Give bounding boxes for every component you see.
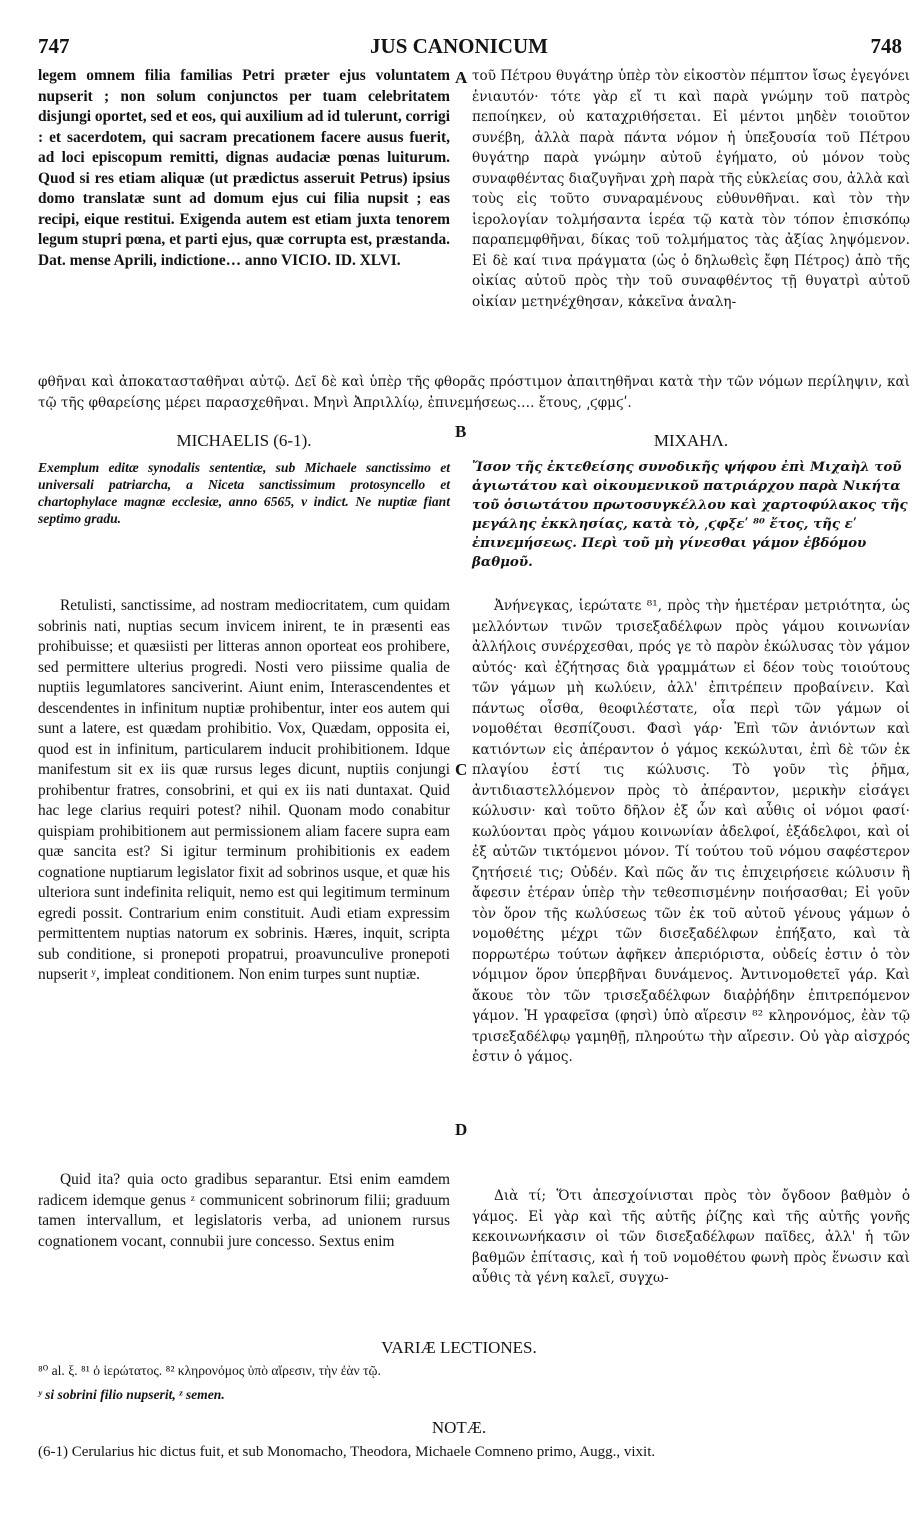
notae-text: (6-1) Cerularius hic dictus fuit, et sub Monomacho, Theodora, Michaele Comneno primo, Augg., vixit. [38,1444,656,1460]
notae-title: NOTÆ. [431,1418,487,1437]
latin-body-paragraph-2: Quid ita? quia octo gradibus separantur. Etsi enim eamdem radicem idemque genus ᶻ communicent sobrinorum filii; graduum tamen intervallum, et legislatoris verba, ad unionem rursus cognationem vocant, connubii jure concesso. Sextus enim [38,1171,450,1250]
variae-lectiones-greek: ⁸⁰ al. ξ. ⁸¹ ὁ ἱερώτατος. ⁸² κληρονόμος ὑπὸ αἵρεσιν, τὴν ἐὰν τῷ. [38,1363,381,1378]
latin-column-top: legem omnem filia familias Petri præter ejus voluntatem nupserit ; non solum conjunctos per tuam celebritatem disjungi oportet, sed et eos, qui auxilium ad id tulerunt, corrigi : et sacerdotem, qui sacram precationem facere ausus fuerit, ad loci episcopum remitti, dignas audaciæ pœnas luiturum. Quod si res etiam aliquæ (ut prædictus asseruit Petrus) ipsius domo translatæ sunt ad domum ejus cui filia nupsit ; eas recipi, eique restitui. Exigenda autem est etiam juxta tenorem legum stupri pœna, et parti ejus, quæ corrupta est, præstanda. Dat. mense Aprili, indictione… anno VICIO. ID. XLVI. [38,67,450,269]
latin-section-title: MICHAELIS (6-1). [176,431,312,450]
running-title: JUS CANONICUM [370,34,548,58]
greek-body-paragraph-2: Διὰ τί; Ὅτι ἀπεσχοίνισται πρὸς τὸν ὄγδοον βαθμὸν ὁ γάμος. Εἰ γὰρ καὶ τῆς αὐτῆς ῥίζης καὶ τῆς αὐτῆς γονῆς κεκοινωνήκασιν οἱ τῶν δισεξαδέλφων παῖδες, ἀλλ' ἡ τῶν βαθμῶν ἐπίτασις, καὶ ἡ τοῦ νομοθέτου φωνὴ πρὸς ἕνωσιν καὶ αὖθις τὰ γένη καλεῖ, συγχω- [472,1188,910,1286]
latin-section-summary: Exemplum editæ synodalis sententiæ, sub Michaele sanctissimo et universali patriarcha, a Niceta sanctissimum protosyncello et chartophylace magnæ ecclesiæ, anno 6565, v indict. Ne nuptiæ fiant septimo gradu. [38,460,450,526]
page-number-left: 747 [38,34,70,58]
greek-section-summary: Ἴσον τῆς ἐκτεθείσης συνοδικῆς ψήφου ἐπὶ Μιχαὴλ τοῦ ἁγιωτάτου καὶ οἰκουμενικοῦ πατριάρχου παρὰ Νικήτα τοῦ ὁσιωτάτου πρωτοσυγκέλλου καὶ χαρτοφύλακος τῆς μεγάλης ἐκκλησίας, κατὰ τὸ, ͵ϛφξεʹ ⁸⁰ ἔτος, τῆς εʹ ἐπινεμήσεως. Περὶ τοῦ μὴ γίνεσθαι γάμον ἑβδόμου βαθμοῦ. [472,459,908,570]
greek-section-title: ΜΙΧΑΗΛ. [653,431,729,450]
variae-lectiones-latin: ʸ si sobrini filio nupserit, ᶻ semen. [38,1387,225,1402]
margin-letter-a: A [455,68,468,87]
variae-lectiones-title: VARIÆ LECTIONES. [381,1338,537,1357]
margin-letter-d: D [455,1120,468,1139]
greek-column-top: τοῦ Πέτρου θυγάτηρ ὑπὲρ τὸν εἰκοστὸν πέμπτον ἴσως ἐγεγόνει ἐνιαυτόν· τότε γὰρ εἴ τι καὶ παρὰ γνώμην τοῦ πατρὸς πεποίηκεν, οὐ καταχριθήσεται. Εἰ μέντοι μηδὲν τοιοῦτον συνέβη, ἀλλὰ παρὰ πάντα νόμον ἡ ὑπεξουσία τοῦ Πέτρου θυγάτηρ παρὰ γνώμην αὐτοῦ ἐγήματο, οὐ μόνον τοὺς συναφθέντας διαζυγῆναι χρὴ παρὰ τῆς εὐκλείας σου, ἀλλὰ καὶ τοὺς εἰς τοῦτο συναραμένους εὐθυνθῆναι. καὶ τὸν τὴν ἱερολογίαν τολμήσαντα ἱερέα τῷ κατὰ τὸν τόπον ἐπισκόπῳ παραπεμφθῆναι, δίκας τοῦ τολμήματος τὰς ἀξίας ληψόμενον. Εἰ δὲ καί τινα πράγματα (ὡς ὁ δηλωθεὶς ἔφη Πέτρος) ἀπὸ τῆς οἰκίας αὐτοῦ πρὸς τὴν τοῦ συναφθέντος τῇ θυγατρὶ αὐτοῦ οἰκίαν μετηνέχθησαν, κἀκεῖνα ἀναλη- [472,68,910,310]
page-number-right: 748 [870,34,902,58]
margin-letter-c: C [455,760,468,779]
latin-body-paragraph-1: Retulisti, sanctissime, ad nostram mediocritatem, cum quidam sobrinis nati, nuptias secum invicem inirent, te in præsenti eas prohibuisse; et quæsiisti per litteras annon oporteat eos prohibere, sed permittere ulterius progredi. Nosti vero piissime qualia de nuptiis legumlatores sanciverint. Aiunt enim, Interascendentes et descendentes in infinitum nuptiæ prohibentur, inter eos autem qui sunt a latere, est quædam prohibitio. Vox, Quædam, opposita ei, quod est in infinitum, particularem inducit prohibitionem. Idque manifestum sit ex iis quæ rursus leges dicunt, nuptiis conjungi prohibentur fratres, consobrini, et qui ex iis nati duntaxat. Quid hac lege clarius requiri potest? nihil. Quonam modo conabitur quispiam prohibitionem aut permissionem aliam facere supra eam quæ sancita est? Si igitur terminum prohibitionis ex eadem cognatione nuptiarum legislator fixit ad sobrinos usque, et quæ his ulteriora sunt indefinita reliquit, nemo est qui legitimum terminum egredi possit. Contrarium enim constituit. Audi etiam expressim permittentem nuptias natorum ex sobrinis. Hæres, inquit, scripta sub conditione, si pronepoti propatrui, proavunculive pronepoti nupserit ʸ, impleat conditionem. Non enim turpes sunt nuptiæ. [38,597,450,983]
greek-body-paragraph-1: Ἀνήνεγκας, ἱερώτατε ⁸¹, πρὸς τὴν ἡμετέραν μετριότητα, ὡς μελλόντων τινῶν τρισεξαδέλφων πρὸς γάμου κοινωνίαν ἀλλήλοις συνέρχεσθαι, πρός γε τὸ παρὸν ἐκώλυσας τὸν γάμον αὐτός· καὶ ἐζήτησας διὰ γραμμάτων εἰ δέον τοὺς τοιούτους τῶν γάμων μὴ κωλύειν, ἀλλ' ἐπιτρέπειν προβαίνειν. Καὶ πάντως οἶσθα, θεοφιλέστατε, οἷα περὶ τῶν γάμων οἱ νομοθέται θεσπίζουσι. Φασὶ γάρ· Ἐπὶ τῶν ἀνιόντων καὶ κατιόντων εἰς ἀπέραντον ὁ γάμος κεκώλυται, ἐπὶ δὲ τῶν ἐκ πλαγίου ἐστί τις κώλυσις. Τὸ γοῦν τὶς ῥῆμα, ἀντιδιαστελλόμενον πρὸς τὸ ἀπέραντον, μερικὴν εἰσάγει κώλυσιν· καὶ τοῦτο δῆλον ἐξ ὧν καὶ αὖθις οἱ νόμοι φασί· κωλύονται πρὸς γάμου κοινωνίαν ἀδελφοί, ἐξάδελφοι, καὶ οἱ ἐξ αὐτῶν τικτόμενοι μόνον. Τί τούτου τοῦ νόμου σαφέστερον ζητήσειέ τις; Οὐδέν. Καὶ πῶς ἄν τις ἐπιχειρήσειε κώλυσιν ἢ ἄφεσιν ἑτέραν ὑπὲρ τὴν τεθεσπισμένην ποιήσασθαι; Εἰ γοῦν τὸν ὅρον τῆς κωλύσεως τῶν ἐκ τοῦ αὐτοῦ γένους γάμων ὁ νομοθέτης μέχρι τῶν δισεξαδέλφων ἐπήξατο, καὶ τὰ πορρωτέρω τούτων ἀφῆκεν ἀπεριόριστα, οὐδείς ἐστιν ὁ τὸν νόμιμον ὅρον ὑπερβῆναι δυνάμενος. Ἀντινομοθετεῖ γάρ. Καὶ ἄκουε τὸν τῶν τρισεξαδέλφων διαῤῥήδην ἐπιτρεπόμενον γάμον. Ἡ γραφεῖσα (φησὶ) ὑπὸ αἵρεσιν ⁸² κληρονόμος, ἐὰν τῷ τρισεξαδέλφῳ γαμηθῇ, πληρούτω τὴν αἵρεσιν. Οὐ γὰρ αἰσχρός ἐστιν ὁ γάμος. [472,598,910,1065]
margin-letter-b: B [455,422,467,441]
greek-full-width-continuation: φθῆναι καὶ ἀποκατασταθῆναι αὐτῷ. Δεῖ δὲ καὶ ὑπὲρ τῆς φθορᾶς πρόστιμον ἀπαιτηθῆναι κατὰ τὴν τῶν νόμων περίληψιν, καὶ τῷ τῆς φθαρείσης μέρει παρασχεθῆναι. Μηνὶ Ἀπριλλίῳ, ἐπινεμήσεως…. ἔτους, ͵ϛφμϛʹ. [38,374,910,411]
